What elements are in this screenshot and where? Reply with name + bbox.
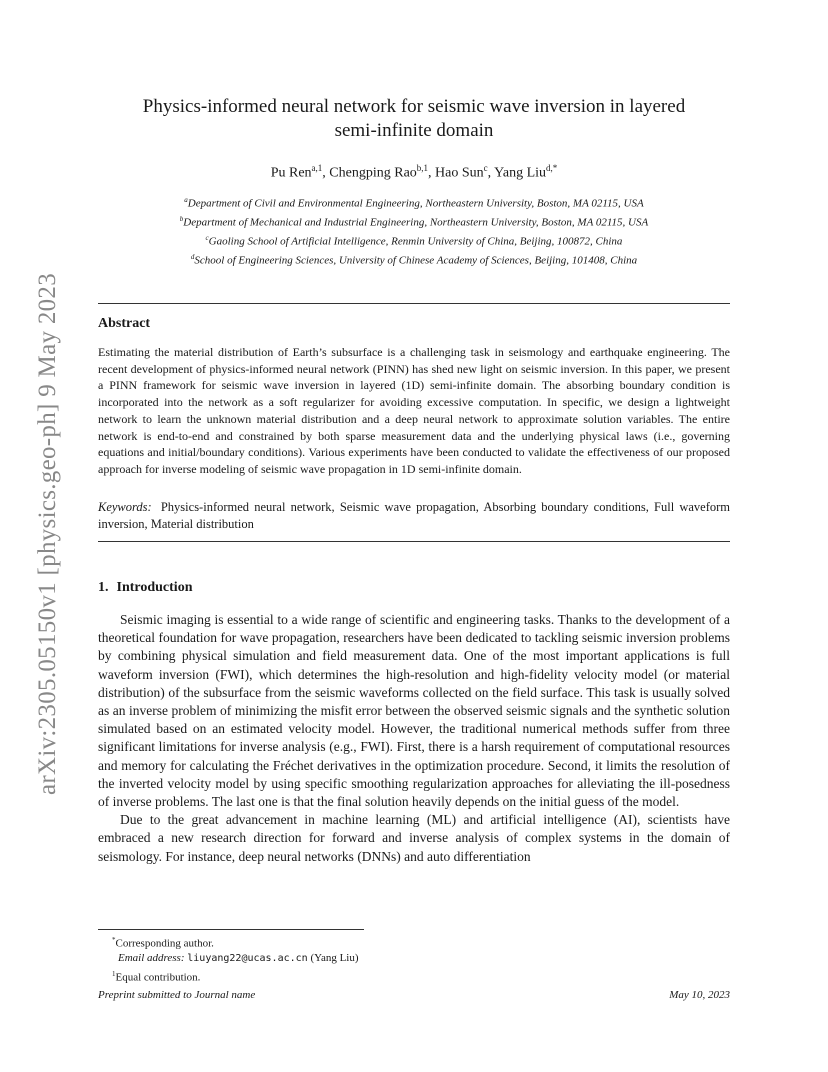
footer-date: May 10, 2023 bbox=[669, 989, 730, 1001]
body-text bbox=[98, 611, 730, 866]
affiliation-mark: b bbox=[179, 215, 184, 224]
section-number: 1. bbox=[98, 580, 109, 595]
abstract-text: Estimating the material distribution of Earth’s subsurface is a challenging task in seismology and earthquake engineering. The recent development of physics-informed neural network (PINN) has shed new light on seismic inversion. In this paper, we present a PINN framework for seismic wave inversion in layered (1D) semi-infinite domain. The absorbing boundary condition is incorporated into the network as a soft regularizer for avoiding excessive computation. In specific, we design a lightweight network to learn the unknown material distribution and a deep neural network to approximate solution variables. The entire network is end-to-end and constrained by both sparse measurement data and the underlying physical laws (i.e., governing equations and initial/boundary conditions). Various experiments have been conducted to validate the effectiveness of our proposed approach for inverse modeling of seismic wave propagation in 1D semi-infinite domain. bbox=[98, 345, 730, 476]
affiliation-text: School of Engineering Sciences, University of Chinese Academy of Sciences, Beijing, 101408, China bbox=[194, 255, 638, 268]
footnote-equal bbox=[112, 967, 359, 985]
footnote-mark: * bbox=[112, 936, 116, 944]
abstract-heading: Abstract bbox=[98, 316, 151, 331]
footnotes bbox=[112, 933, 359, 985]
affiliation-item bbox=[98, 250, 730, 269]
affiliation-text: Department of Civil and Environmental Engineering, Northeastern University, Boston, MA 02115, USA bbox=[187, 197, 644, 210]
paper-title bbox=[98, 95, 730, 143]
affiliation-mark: c bbox=[205, 234, 209, 243]
author-superscript: d,* bbox=[546, 163, 558, 173]
author-name: Chengping Rao bbox=[329, 165, 417, 181]
footnote-corresponding bbox=[112, 933, 359, 951]
abstract-bottom-rule bbox=[98, 541, 730, 542]
affiliation-item bbox=[98, 231, 730, 250]
footnote-corresponding-text: Corresponding author. bbox=[115, 937, 214, 950]
author-superscript: a,1 bbox=[311, 163, 323, 173]
author-name: Hao Sun bbox=[435, 165, 484, 181]
section-heading bbox=[98, 580, 192, 596]
section-title: Introduction bbox=[116, 580, 193, 595]
author-superscript: c bbox=[483, 163, 488, 173]
keywords-text: Physics-informed neural network, Seismic wave propagation, Absorbing boundary conditions, Full waveform inversion, Material distribution bbox=[98, 500, 731, 531]
footnote-rule bbox=[98, 929, 364, 930]
keywords-block bbox=[98, 499, 730, 532]
arxiv-identifier-text: arXiv:2305.05150v1 [physics.geo-ph] 9 May 2023 bbox=[34, 272, 62, 796]
author-name: Yang Liu bbox=[494, 165, 547, 181]
body-paragraph: Due to the great advancement in machine learning (ML) and artificial intelligence (AI), scientists have embraced a new research direction for forward and inverse analysis of complex systems in the domain of seismology. For instance, deep neural networks (DNNs) and auto differentiation bbox=[98, 812, 730, 864]
footnote-mark: 1 bbox=[112, 969, 116, 978]
author-list: Pu Ren$^{a,1}$, Chengping Rao$^{b,1}$, Hao Sun$^c$, Yang Liu$^{d,*}$ bbox=[270, 163, 558, 181]
keywords-label: Keywords: bbox=[98, 500, 152, 514]
affiliation-item bbox=[98, 212, 730, 231]
arxiv-identifier-stamp bbox=[24, 249, 72, 819]
affiliation-mark: d bbox=[190, 253, 195, 262]
affiliation-text: Department of Mechanical and Industrial Engineering, Northeastern University, Boston, MA 02115, USA bbox=[183, 216, 649, 229]
body-paragraph: Seismic imaging is essential to a wide range of scientific and engineering tasks. Thanks to the development of a theoretical foundation for wave propagation, researchers have been dedicated to tackling seismic inversion problems by combining physical simulation and field measurement data. One of the most important applications is full waveform inversion (FWI), which determines the high-resolution and high-fidelity velocity model (or material distribution) of the subsurface from the seismic waveforms collected on the field surface. This task is usually solved as an inverse problem of minimizing the misfit error between the observed seismic signals and the synthetic solution simulated based on an estimated velocity model. However, the traditional numerical methods suffer from three significant limitations for inverse analysis (e.g., FWI). First, there is a harsh requirement of computational resources and memory for calculating the Fréchet derivatives in the optimization procedure. Second, it limits the resolution of the inverted velocity model by using specific smoothing regularization approaches for alleviating the ill-posedness of inverse problems. The last one is that the final solution heavily depends on the initial guess of the model. bbox=[98, 612, 730, 810]
email-owner: (Yang Liu) bbox=[310, 952, 359, 965]
paper-title-line-2: semi-infinite domain bbox=[334, 120, 494, 141]
affiliation-text: Gaoling School of Artificial Intelligence, Renmin University of China, Beijing, 100872, China bbox=[208, 235, 623, 248]
footnote-equal-text: Equal contribution. bbox=[115, 971, 201, 984]
abstract-top-rule bbox=[98, 303, 730, 304]
affiliation-mark: a bbox=[184, 196, 188, 204]
author-superscript: b,1 bbox=[416, 163, 429, 173]
paper-title-line-1: Physics-informed neural network for seismic wave inversion in layered bbox=[142, 96, 686, 117]
footer-journal: Preprint submitted to Journal name bbox=[98, 989, 256, 1001]
email-label: Email address: bbox=[118, 952, 185, 965]
footnote-email bbox=[112, 951, 359, 967]
email-address: liuyang22@ucas.ac.cn bbox=[187, 953, 308, 965]
affiliation-list bbox=[98, 193, 730, 270]
author-name: Pu Ren bbox=[270, 165, 312, 181]
affiliation-item bbox=[98, 193, 730, 212]
